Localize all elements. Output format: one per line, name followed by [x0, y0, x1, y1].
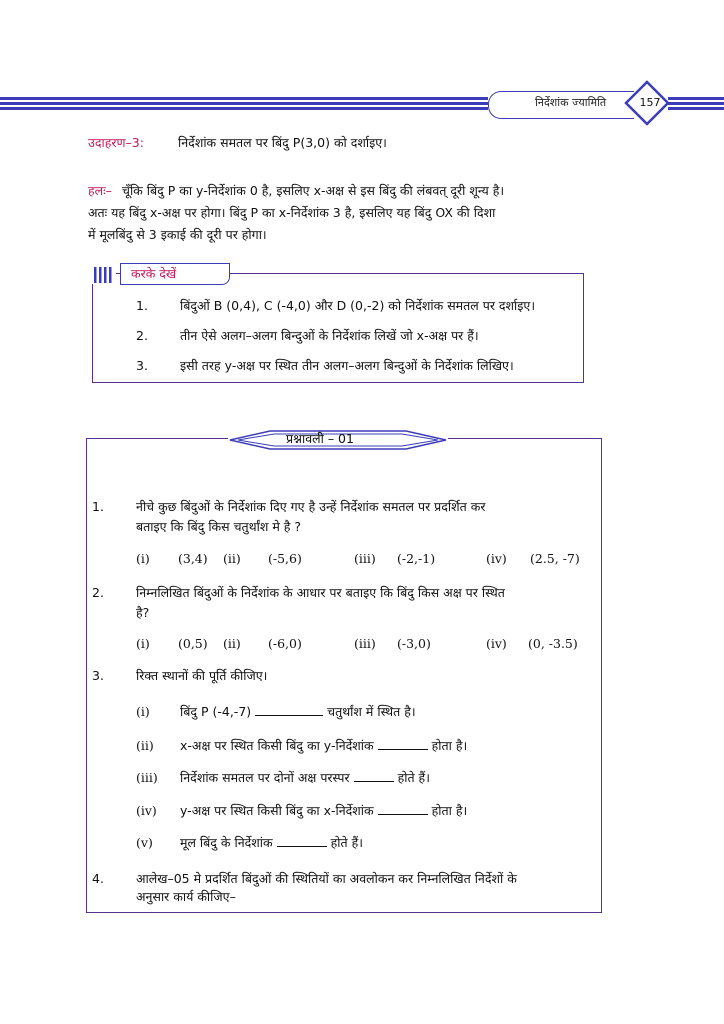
exercise-title: प्रश्नावली – 01	[286, 431, 354, 446]
question-text: आलेख–05 मे प्रदर्शित बिंदुओं की स्थितियों का अवलोकन कर निम्नलिखित निर्देशों के	[136, 871, 517, 886]
part-text-after: चतुर्थांश में स्थित है।	[327, 704, 416, 719]
blank-space	[255, 703, 323, 716]
part-text-before: y-अक्ष पर स्थित किसी बिंदु का x-निर्देशांक	[180, 803, 374, 818]
question-text: अनुसार कार्य कीजिए–	[136, 889, 236, 904]
try-item-text: इसी तरह y-अक्ष पर स्थित तीन अलग–अलग बिन्दुओं के निर्देशांक लिखिए।	[180, 358, 514, 373]
option-value: (3,4)	[178, 551, 208, 566]
blank-space	[277, 834, 327, 847]
fill-blank-line	[180, 802, 467, 820]
try-item-number: 2.	[136, 328, 148, 343]
question-text: निम्नलिखित बिंदुओं के निर्देशांक के आधार पर बताइए कि बिंदु किस अक्ष पर स्थित	[136, 585, 505, 600]
option-label: (ii)	[223, 551, 241, 566]
try-item-text: बिंदुओं B (0,4), C (-4,0) और D (0,-2) को निर्देशांक समतल पर दर्शाइए।	[180, 298, 536, 313]
question-text: बताइए कि बिंदु किस चतुर्थांश मे है ?	[136, 519, 302, 534]
part-text-after: होते हैं।	[330, 835, 363, 850]
part-text-before: निर्देशांक समतल पर दोनों अक्ष परस्पर	[180, 770, 350, 785]
option-label: (iii)	[354, 551, 376, 566]
header-band-line	[668, 102, 724, 105]
option-value: (-5,6)	[268, 551, 302, 566]
option-label: (iv)	[486, 636, 507, 651]
example-label: उदाहरण–3:	[88, 135, 144, 150]
option-label: (ii)	[223, 636, 241, 651]
question-number: 4.	[92, 871, 104, 886]
try-item-number: 1.	[136, 298, 148, 313]
header-band-line	[0, 97, 488, 100]
option-value: (-6,0)	[268, 636, 302, 651]
part-text-after: होता है।	[431, 803, 468, 818]
part-text-before: बिंदु P (-4,-7)	[180, 704, 252, 719]
part-label: (iv)	[136, 803, 157, 818]
part-label: (ii)	[136, 738, 154, 753]
try-these-title-tab	[120, 263, 230, 285]
question-number: 2.	[92, 585, 104, 600]
header-band-line	[668, 107, 724, 110]
option-value: (0,5)	[178, 636, 208, 651]
header-band-line	[668, 97, 724, 100]
solution-line: में मूलबिंदु से 3 इकाई की दूरी पर होगा।	[88, 227, 267, 242]
question-number: 1.	[92, 499, 104, 514]
option-value: (2.5, -7)	[530, 551, 580, 566]
chapter-title: निर्देशांक ज्यामिति	[535, 96, 607, 109]
fill-blank-line	[180, 737, 467, 755]
try-item-number: 3.	[136, 358, 148, 373]
option-label: (i)	[136, 636, 150, 651]
header-band-line	[0, 102, 488, 105]
option-label: (i)	[136, 551, 150, 566]
option-value: (-2,-1)	[397, 551, 436, 566]
solution-line: चूँकि बिंदु P का y-निर्देशांक 0 है, इसलिए x-अक्ष से इस बिंदु की लंबवत् दूरी शून्य है।	[122, 183, 505, 198]
fill-blank-line	[180, 834, 363, 852]
header-band-line	[0, 107, 488, 110]
part-text-after: होता है।	[431, 738, 468, 753]
fill-blank-line	[180, 703, 416, 721]
part-text-before: x-अक्ष पर स्थित किसी बिंदु का y-निर्देशांक	[180, 738, 374, 753]
question-text: रिक्त स्थानों की पूर्ति कीजिए।	[136, 668, 268, 683]
option-value: (0, -3.5)	[528, 636, 578, 651]
solution-line: अतः यह बिंदु x-अक्ष पर होगा। बिंदु P का x-निर्देशांक 3 है, इसलिए यह बिंदु OX की दिशा	[88, 205, 496, 220]
page-number: 157	[639, 96, 661, 109]
option-value: (-3,0)	[397, 636, 431, 651]
part-text-after: होते हैं।	[397, 770, 430, 785]
fill-blank-line	[180, 769, 430, 787]
blank-space	[354, 769, 394, 782]
option-label: (iii)	[354, 636, 376, 651]
blank-space	[378, 737, 428, 750]
option-label: (iv)	[486, 551, 507, 566]
try-these-stripes	[92, 266, 116, 284]
part-label: (iii)	[136, 770, 158, 785]
question-text: नीचे कुछ बिंदुओं के निर्देशांक दिए गए है उन्हें निर्देशांक समतल पर प्रदर्शित कर	[136, 499, 486, 514]
question-text: है?	[136, 605, 150, 620]
try-these-title: करके देखें	[131, 266, 177, 281]
try-item-text: तीन ऐसे अलग–अलग बिन्दुओं के निर्देशांक लिखें जो x-अक्ष पर हैं।	[180, 328, 479, 343]
question-number: 3.	[92, 668, 104, 683]
part-text-before: मूल बिंदु के निर्देशांक	[180, 835, 273, 850]
blank-space	[378, 802, 428, 815]
example-question: निर्देशांक समतल पर बिंदु P(3,0) को दर्शाइए।	[178, 135, 387, 150]
solution-label: हलः–	[88, 183, 112, 198]
part-label: (v)	[136, 835, 153, 850]
part-label: (i)	[136, 704, 150, 719]
